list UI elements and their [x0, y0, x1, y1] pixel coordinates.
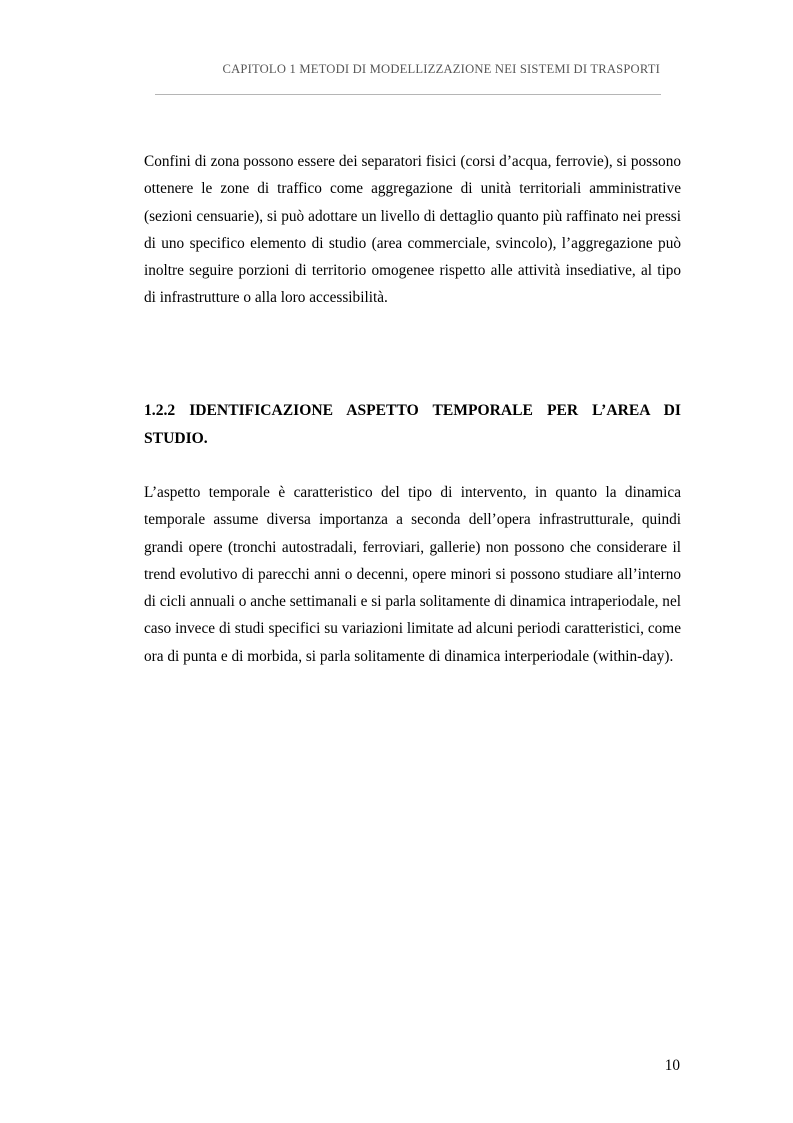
section-heading: 1.2.2 IDENTIFICAZIONE ASPETTO TEMPORALE PER L’AREA DI STUDIO. [144, 402, 681, 447]
body-paragraph: Confini di zona possono essere dei separatori fisici (corsi d’acqua, ferrovie), si possono ottenere le zone di traffico come aggregazione di unità territoriali amministrative (sezioni censuarie), si può adottare un livello di dettaglio quanto più raffinato nei pressi di uno specifico elemento di studio (area commerciale, svincolo), l’aggregazione può inoltre seguire porzioni di territorio omogenee rispetto alle attività insediative, al tipo di infrastrutture o alla loro accessibilità. [144, 153, 681, 307]
body-paragraph: L’aspetto temporale è caratteristico del tipo di intervento, in quanto la dinamica temporale assume diversa importanza a seconda dell’opera infrastrutturale, quindi grandi opere (tronchi autostradali, ferroviari, gallerie) non possono che considerare il trend evolutivo di parecchi anni o decenni, opere minori si possono studiare all’interno di cicli annuali o anche settimanali e si parla solitamente di dinamica intraperiodale, nel caso invece di studi specifici su variazioni limitate ad alcuni periodi caratteristici, come ora di punta e di morbida, si parla solitamente di dinamica interperiodale (within-day). [144, 484, 681, 665]
running-header: CAPITOLO 1 METODI DI MODELLIZZAZIONE NEI SISTEMI DI TRASPORTI [222, 62, 660, 76]
page-number: 10 [664, 1057, 680, 1074]
header-divider [155, 94, 661, 95]
